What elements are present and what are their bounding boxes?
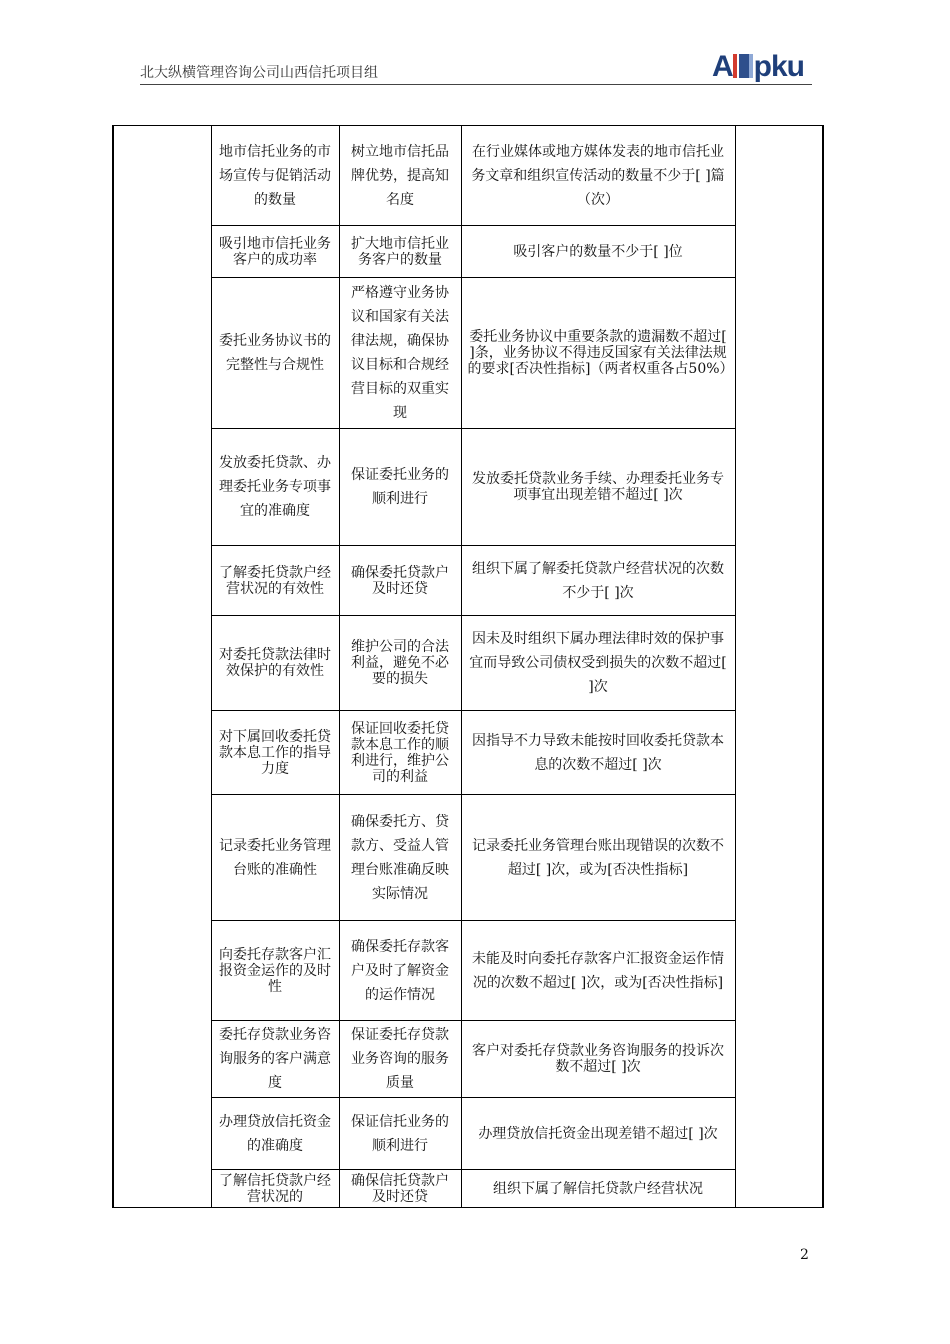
- indicator-cell: 地市信托业务的市场宣传与促销活动的数量: [211, 126, 339, 226]
- table-row: [113, 711, 823, 795]
- purpose-cell: 确保信托贷款户及时还贷: [339, 1170, 461, 1208]
- table-row: [113, 1170, 823, 1208]
- table-row: [113, 226, 823, 278]
- logo-bar-icon: [733, 54, 737, 78]
- purpose-cell: 保证回收委托贷款本息工作的顺利进行，维护公司的利益: [339, 711, 461, 795]
- indicator-cell: 了解委托贷款户经营状况的有效性: [211, 546, 339, 616]
- purpose-cell: 确保委托存款客户及时了解资金的运作情况: [339, 921, 461, 1021]
- standard-cell: 因未及时组织下属办理法律时效的保护事宜而导致公司债权受到损失的次数不超过[ ]次: [461, 616, 735, 711]
- standard-cell: 办理贷放信托资金出现差错不超过[ ]次: [461, 1098, 735, 1170]
- table-row: [113, 1098, 823, 1170]
- standard-cell: 客户对委托存贷款业务咨询服务的投诉次数不超过[ ]次: [461, 1021, 735, 1098]
- standard-cell: 发放委托贷款业务手续、办理委托业务专项事宜出现差错不超过[ ]次: [461, 429, 735, 546]
- table-row: [113, 795, 823, 921]
- indicator-cell: 对委托贷款法律时效保护的有效性: [211, 616, 339, 711]
- indicator-cell: 对下属回收委托贷款本息工作的指导力度: [211, 711, 339, 795]
- table-row: [113, 429, 823, 546]
- standard-cell: 组织下属了解信托贷款户经营状况: [461, 1170, 735, 1208]
- purpose-cell: 保证委托存贷款业务咨询的服务质量: [339, 1021, 461, 1098]
- standard-cell: 在行业媒体或地方媒体发表的地市信托业务文章和组织宣传活动的数量不少于[ ]篇（次）: [461, 126, 735, 226]
- standard-cell: 未能及时向委托存款客户汇报资金运作情况的次数不超过[ ]次，或为[否决性指标]: [461, 921, 735, 1021]
- indicator-cell: 吸引地市信托业务客户的成功率: [211, 226, 339, 278]
- page-number: 2: [800, 1247, 809, 1263]
- company-name: 北大纵横管理咨询公司山西信托项目组: [140, 65, 378, 81]
- weight-cell: [735, 126, 823, 1208]
- table-row: [113, 921, 823, 1021]
- purpose-cell: 保证信托业务的顺利进行: [339, 1098, 461, 1170]
- standard-cell: 因指导不力导致未能按时回收委托贷款本息的次数不超过[ ]次: [461, 711, 735, 795]
- standard-cell: 吸引客户的数量不少于[ ]位: [461, 226, 735, 278]
- purpose-cell: 保证委托业务的顺利进行: [339, 429, 461, 546]
- table-row: [113, 616, 823, 711]
- header-divider: [140, 84, 812, 85]
- purpose-cell: 扩大地市信托业务客户的数量: [339, 226, 461, 278]
- standard-cell: 记录委托业务管理台账出现错误的次数不超过[ ]次，或为[否决性指标]: [461, 795, 735, 921]
- purpose-cell: 确保委托贷款户及时还贷: [339, 546, 461, 616]
- table-row: [113, 546, 823, 616]
- indicator-cell: 向委托存款客户汇报资金运作的及时性: [211, 921, 339, 1021]
- indicator-cell: 办理贷放信托资金的准确度: [211, 1098, 339, 1170]
- purpose-cell: 确保委托方、贷款方、受益人管理台账准确反映实际情况: [339, 795, 461, 921]
- purpose-cell: 严格遵守业务协议和国家有关法律法规，确保协议目标和合规经营目标的双重实现: [339, 278, 461, 429]
- indicator-cell: 委托存贷款业务咨询服务的客户满意度: [211, 1021, 339, 1098]
- department-cell: [113, 126, 211, 1208]
- indicator-cell: 记录委托业务管理台账的准确性: [211, 795, 339, 921]
- table-row: [113, 126, 823, 226]
- logo-mark-icon: [739, 54, 753, 78]
- purpose-cell: 维护公司的合法利益，避免不必要的损失: [339, 616, 461, 711]
- table-row: [113, 278, 823, 429]
- purpose-cell: 树立地市信托品牌优势，提高知名度: [339, 126, 461, 226]
- page-header: [140, 50, 812, 86]
- kpi-table: [112, 125, 824, 1208]
- indicator-cell: 委托业务协议书的完整性与合规性: [211, 278, 339, 429]
- alpku-logo: A pku: [711, 50, 804, 83]
- standard-cell: 委托业务协议中重要条款的遗漏数不超过[ ]条，业务协议不得违反国家有关法律法规的要求[否决性指标]（两者权重各占50%）: [461, 278, 735, 429]
- indicator-cell: 了解信托贷款户经营状况的: [211, 1170, 339, 1208]
- standard-cell: 组织下属了解委托贷款户经营状况的次数不少于[ ]次: [461, 546, 735, 616]
- indicator-cell: 发放委托贷款、办理委托业务专项事宜的准确度: [211, 429, 339, 546]
- table-row: [113, 1021, 823, 1098]
